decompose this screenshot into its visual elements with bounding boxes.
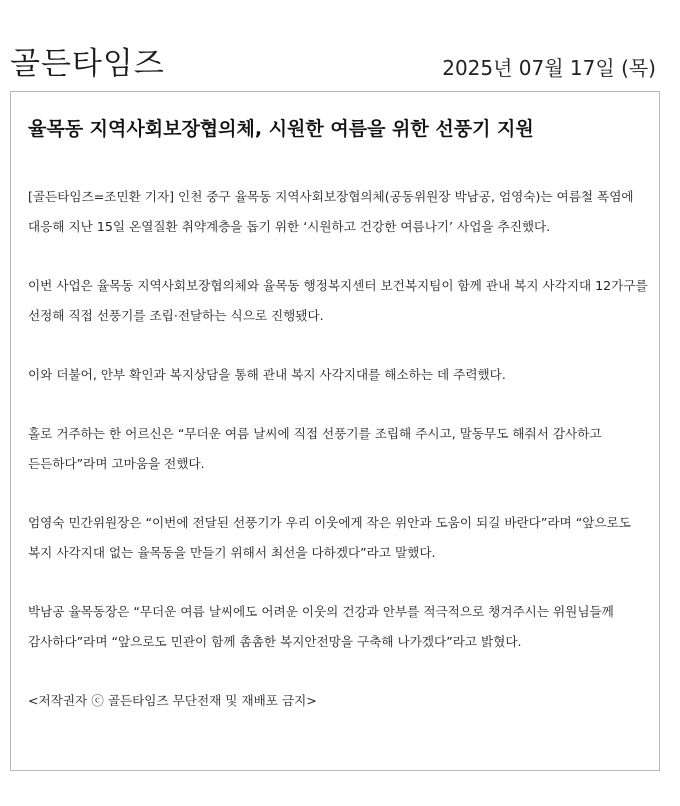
article-paragraph-4: 홀로 거주하는 한 어르신은 “무더운 여름 날씨에 직접 선풍기를 조립해 주시고, 말동무도 해줘서 감사하고 든든하다”라며 고마움을 전했다. xyxy=(28,426,602,471)
masthead xyxy=(8,44,660,88)
article-box xyxy=(10,91,660,771)
article-body xyxy=(28,182,652,716)
article-paragraph-2: 이번 사업은 율목동 지역사회보장협의체와 율목동 행정복지센터 보건복지팀이 함께 관내 복지 사각지대 12가구를 선정해 직접 선풍기를 조립·전달하는 식으로 진행됐다. xyxy=(28,278,648,323)
article-paragraph-1: [골든타임즈=조민환 기자] 인천 중구 율목동 지역사회보장협의체(공동위원장 박남공, 엄영숙)는 여름철 폭염에 대응해 지난 15일 온열질환 취약계층을 돕기 위한 ‘시원하고 건강한 여름나기’ 사업을 추진했다. xyxy=(28,189,634,234)
article-headline: 율목동 지역사회보장협의체, 시원한 여름을 위한 선풍기 지원 xyxy=(28,118,534,140)
copyright-notice: <저작권자 ⓒ 골든타임즈 무단전재 및 재배포 금지> xyxy=(28,693,317,708)
article-paragraph-5: 엄영숙 민간위원장은 “이번에 전달된 선풍기가 우리 이웃에게 작은 위안과 도움이 되길 바란다”라며 “앞으로도 복지 사각지대 없는 율목동을 만들기 위해서 최선을 다하겠다”라고 말했다. xyxy=(28,515,631,560)
publication-logo[interactable]: 골든타임즈 xyxy=(10,46,165,82)
article-paragraph-3: 이와 더불어, 안부 확인과 복지상담을 통해 관내 복지 사각지대를 해소하는 데 주력했다. xyxy=(28,367,506,382)
publication-date: 2025년 07월 17일 (목) xyxy=(442,56,656,80)
article-paragraph-6: 박남공 율목동장은 “무더운 여름 날씨에도 어려운 이웃의 건강과 안부를 적극적으로 챙겨주시는 위원님들께 감사하다”라며 “앞으로도 민관이 함께 촘촘한 복지안전망을 구축해 나가겠다”라고 밝혔다. xyxy=(28,604,614,649)
